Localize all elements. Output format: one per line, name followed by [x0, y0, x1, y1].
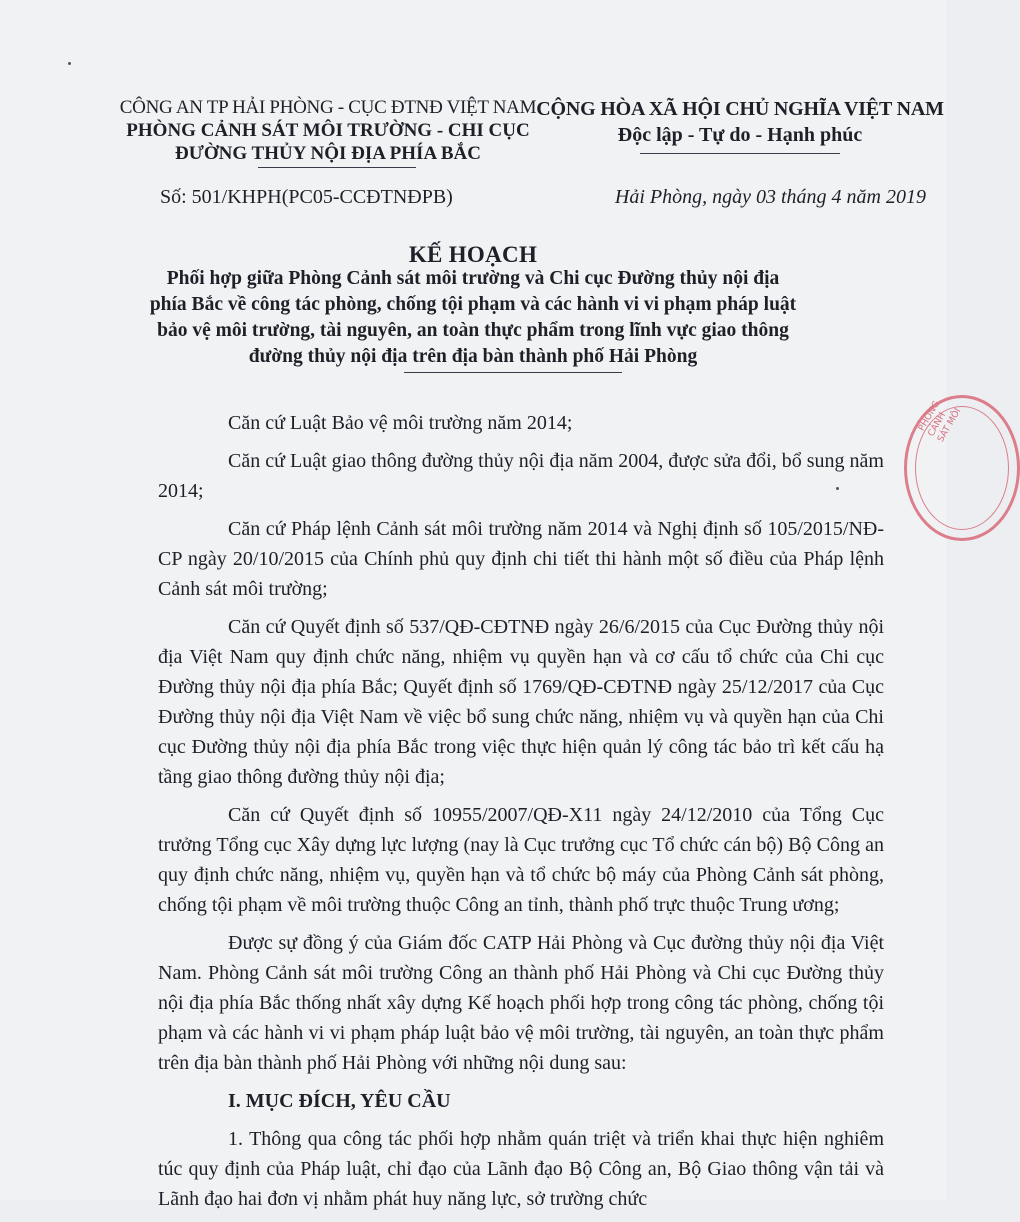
- red-seal-stamp: [904, 395, 1020, 541]
- section-heading: I. MỤC ĐÍCH, YÊU CẦU: [228, 1090, 451, 1112]
- agency-underline: [258, 167, 416, 168]
- document-title: KẾ HOẠCH: [408, 242, 538, 267]
- paragraph: Được sự đồng ý của Giám đốc CATP Hải Phòng và Cục đường thủy nội địa Việt Nam. Phòng Cảnh sát môi trường Công an thành phố Hải Phòng và Chi cục Đường thủy nội địa phía Bắc thống nhất xây dựng Kế hoạch phối hợp trong công tác phòng, chống tội phạm và các hành vi vi phạm pháp luật bảo vệ môi trường, tài nguyên, an toàn thực phẩm trên địa bàn thành phố Hải Phòng với những nội dung sau:: [158, 932, 884, 1074]
- subtitle-line: đường thủy nội địa trên địa bàn thành phố Hải Phòng: [248, 346, 698, 367]
- paragraph: Căn cứ Luật Bảo vệ môi trường năm 2014;: [228, 412, 573, 434]
- document-subtitle: [120, 266, 826, 370]
- paragraph: Căn cứ Quyết định số 10955/2007/QĐ-X11 ngày 24/12/2010 của Tổng Cục trưởng Tổng cục Xây dựng lực lượng (nay là Cục trưởng cục Tổ chức cán bộ) Bộ Công an quy định chức năng, nhiệm vụ, quyền hạn và tổ chức bộ máy của Phòng Cảnh sát phòng, chống tội phạm về môi trường thuộc Công an tỉnh, thành phố trực thuộc Trung ương;: [158, 804, 884, 916]
- document-body: [158, 408, 884, 1222]
- paper-speck: [836, 487, 839, 490]
- paragraph: 1. Thông qua công tác phối hợp nhằm quán triệt và triển khai thực hiện nghiêm túc quy định của Pháp luật, chỉ đạo của Lãnh đạo Bộ Công an, Bộ Giao thông vận tải và Lãnh đạo hai đơn vị nhằm phát huy năng lực, sở trường chức: [158, 1128, 884, 1210]
- paper-speck: [68, 62, 71, 65]
- agency-line-3: ĐƯỜNG THỦY NỘI ĐỊA PHÍA BẮC: [175, 143, 481, 164]
- subtitle-line: phía Bắc về công tác phòng, chống tội phạm và các hành vi vi phạm pháp luật: [149, 294, 797, 315]
- document-date: Hải Phòng, ngày 03 tháng 4 năm 2019: [614, 186, 926, 208]
- subtitle-line: bảo vệ môi trường, tài nguyên, an toàn thực phẩm trong lĩnh vực giao thông: [157, 320, 789, 341]
- paragraph: Căn cứ Luật giao thông đường thủy nội địa năm 2004, được sửa đổi, bổ sung năm 2014;: [158, 450, 884, 502]
- issuing-agency-block: [118, 96, 538, 165]
- national-motto-block: [530, 96, 950, 148]
- seal-text: PHÒNG CẢNH SÁT MÔI: [917, 399, 964, 444]
- nation-name: CỘNG HÒA XÃ HỘI CHỦ NGHĨA VIỆT NAM: [536, 98, 944, 120]
- subtitle-line: Phối hợp giữa Phòng Cảnh sát môi trường và Chi cục Đường thủy nội địa: [166, 268, 780, 289]
- document-number: Số: 501/KHPH(PC05-CCĐTNĐPB): [160, 186, 453, 208]
- agency-line-2: PHÒNG CẢNH SÁT MÔI TRƯỜNG - CHI CỤC: [126, 120, 530, 141]
- motto-underline: [640, 153, 840, 154]
- paragraph: Căn cứ Pháp lệnh Cảnh sát môi trường năm 2014 và Nghị định số 105/2015/NĐ-CP ngày 20/10/2015 của Chính phủ quy định chi tiết thi hành một số điều của Pháp lệnh Cảnh sát môi trường;: [158, 518, 884, 600]
- paragraph: Căn cứ Quyết định số 537/QĐ-CĐTNĐ ngày 26/6/2015 của Cục Đường thủy nội địa Việt Nam quy định chức năng, nhiệm vụ quyền hạn và cơ cấu tổ chức của Chi cục Đường thủy nội địa phía Bắc; Quyết định số 1769/QĐ-CĐTNĐ ngày 25/12/2017 của Cục Đường thủy nội địa Việt Nam về việc bổ sung chức năng, nhiệm vụ và quyền hạn của Chi cục Đường thủy nội địa phía Bắc trong việc thực hiện quản lý công tác bảo trì kết cấu hạ tầng giao thông đường thủy nội địa;: [158, 616, 884, 788]
- national-motto: Độc lập - Tự do - Hạnh phúc: [617, 124, 863, 146]
- agency-line-1: CÔNG AN TP HẢI PHÒNG - CỤC ĐTNĐ VIỆT NAM: [119, 97, 537, 118]
- title-underline: [404, 372, 622, 373]
